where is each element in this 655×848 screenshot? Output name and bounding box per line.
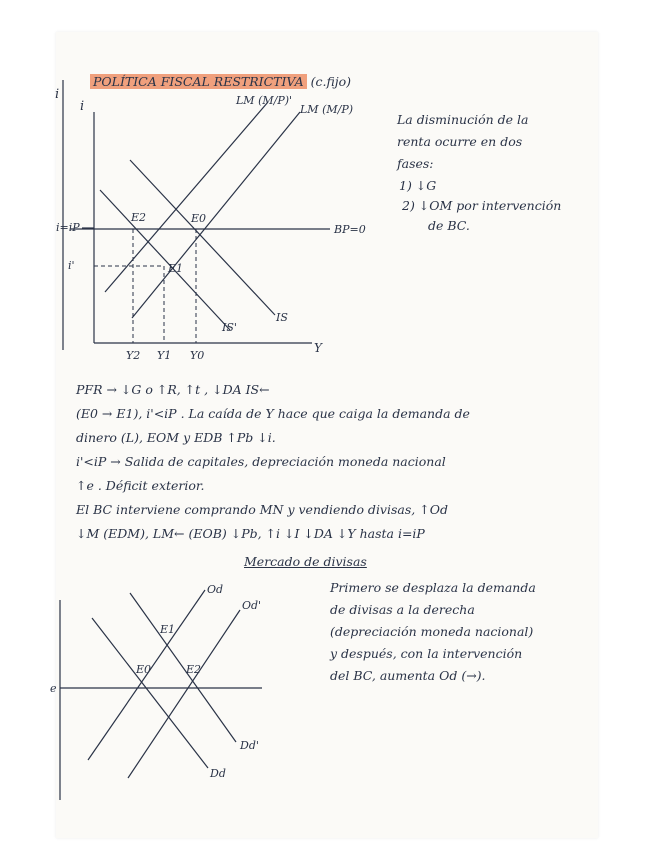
- body-line-2: (E0 → E1), i'<iP . La caída de Y hace que caiga la demanda de: [76, 406, 470, 421]
- body-line-1: PFR → ↓G o ↑R, ↑t , ↓DA IS←: [76, 382, 270, 397]
- graph2-od-prime-label: Od': [242, 599, 262, 612]
- graph1-tick-y1: Y1: [157, 349, 172, 362]
- graph1-point-e2: E2: [131, 211, 147, 224]
- section-note-line-5: del BC, aumenta Od (→).: [330, 668, 486, 683]
- graph2-dd-prime-label: Dd': [240, 739, 259, 752]
- body-line-3: dinero (L), EOM y EDB ↑Pb ↓i.: [76, 430, 276, 445]
- graph1-tick-y2: Y2: [126, 349, 141, 362]
- graph1-lm-shifted-line: [105, 102, 268, 292]
- side-note-line-3: fases:: [397, 156, 434, 171]
- side-note-line-2: renta ocurre en dos: [397, 134, 523, 149]
- title-note: (c.fijo): [310, 74, 352, 89]
- graph1-x-axis-label: Y: [314, 341, 322, 355]
- body-line-6: El BC interviene comprando MN y vendiendo divisas, ↑Od: [76, 502, 448, 517]
- section-title: Mercado de divisas: [244, 554, 367, 569]
- graph1-is-prime-label: IS': [222, 321, 237, 334]
- section-note-line-4: y después, con la intervención: [330, 646, 523, 661]
- title-highlight: POLÍTICA FISCAL RESTRICTIVA: [90, 74, 307, 89]
- graph1-is-label: IS: [276, 311, 288, 324]
- page-title: [90, 76, 351, 89]
- graph1-lm-line: [132, 112, 300, 318]
- side-note-line-6: de BC.: [428, 218, 470, 233]
- section-note-line-1: Primero se desplaza la demanda: [330, 580, 536, 595]
- graph1-outer-y-label: i: [55, 87, 60, 102]
- graph1-is-shifted-line: [100, 190, 230, 330]
- graph2-point-e1: E1: [160, 623, 176, 636]
- graph2-axis-tick: e: [50, 682, 57, 695]
- graph2-point-e0: E0: [136, 663, 152, 676]
- graph2-od-label: Od: [207, 583, 224, 596]
- graph1-tick-i-prime: i': [68, 259, 75, 272]
- section-note-line-3: (depreciación moneda nacional): [330, 624, 534, 639]
- graph1-lm-label: LM (M/P): [300, 103, 354, 116]
- body-line-4: i'<iP → Salida de capitales, depreciación moneda nacional: [76, 454, 446, 469]
- body-line-7: ↓M (EDM), LM← (EOB) ↓Pb, ↑i ↓I ↓DA ↓Y hasta i=iP: [76, 526, 425, 541]
- graph2-point-e2: E2: [186, 663, 202, 676]
- graph2-dd-label: Dd: [210, 767, 226, 780]
- section-note-line-2: de divisas a la derecha: [330, 602, 475, 617]
- graph1-tick-y0: Y0: [190, 349, 205, 362]
- graph1-tick-i-eq: i=iP: [56, 221, 80, 234]
- graph1-lm-shifted-label: LM (M/P)': [236, 94, 293, 107]
- graph1-bp-label: BP=0: [334, 223, 366, 236]
- graph1-y-axis-label: i: [80, 99, 85, 114]
- graph1-point-e0: E0: [191, 212, 207, 225]
- side-note-line-5: 2) ↓OM por intervención: [402, 198, 562, 213]
- side-note-line-4: 1) ↓G: [399, 178, 437, 193]
- side-note-line-1: La disminución de la: [397, 112, 529, 127]
- graph1-point-e1: E1: [168, 262, 184, 275]
- body-line-5: ↑e . Déficit exterior.: [76, 478, 205, 493]
